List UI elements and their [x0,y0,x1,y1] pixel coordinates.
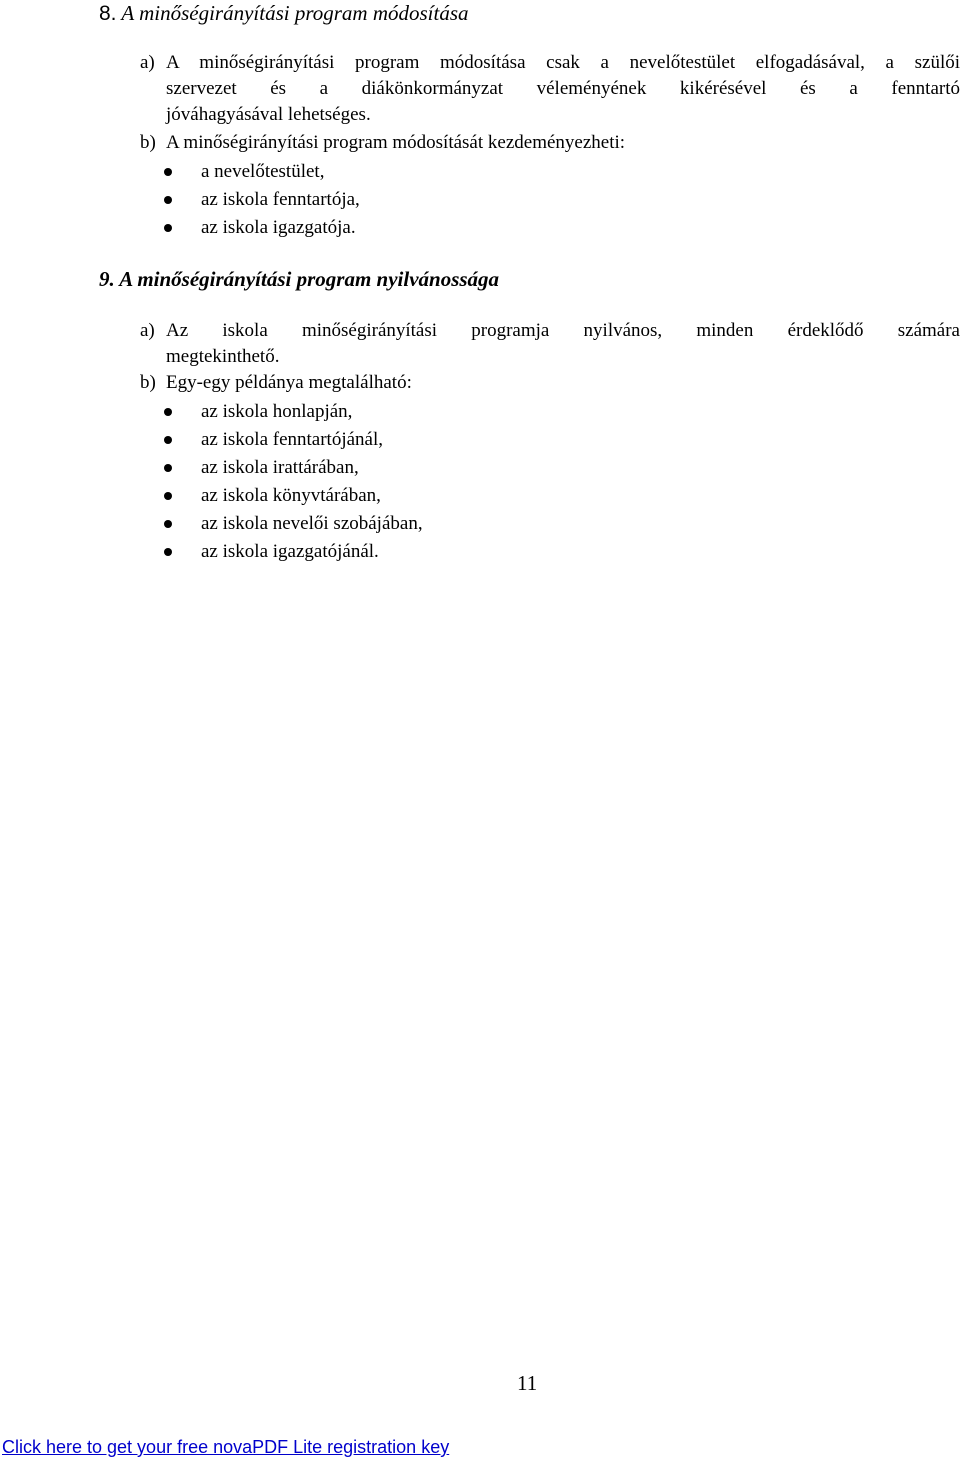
section-9-heading [99,266,499,292]
bullet-icon [164,464,172,472]
list-item [160,214,360,242]
item-body [166,50,960,128]
text-line: A minőségirányítási program módosítása csak a nevelőtestület elfogadásával, a szülői [166,52,960,73]
list-item-text: az iskola igazgatója. [201,217,356,238]
item-body [166,130,960,156]
list-item [160,454,423,482]
list-item [160,510,423,538]
bullet-icon [164,436,172,444]
list-item-text: az iskola igazgatójánál. [201,541,379,562]
registration-link[interactable]: Click here to get your free novaPDF Lite registration key [2,1437,450,1457]
list-item [160,426,423,454]
list-item-text: az iskola fenntartója, [201,189,360,210]
section-8-heading [99,0,469,27]
section-8-title: A minőségirányítási program módosítása [121,1,469,25]
bullet-icon [164,224,172,232]
section-9-bullet-list [160,398,423,566]
item-label: b) [140,132,156,153]
section-8-item-a [140,50,960,128]
section-9-title: A minőségirányítási program nyilvánossága [119,267,500,291]
text-line: jóváhagyásával lehetséges. [166,104,371,125]
list-item [160,398,423,426]
section-9-number: 9. [99,267,115,291]
list-item-text: a nevelőtestület, [201,161,325,182]
text-line: Az iskola minőségirányítási programja nyilvános, minden érdeklődő számára [166,320,960,341]
page-number: 11 [517,1371,538,1395]
item-body [166,370,960,396]
list-item-text: az iskola honlapján, [201,401,353,422]
list-item-text: az iskola fenntartójánál, [201,429,384,450]
bullet-icon [164,196,172,204]
list-item [160,158,360,186]
item-body [166,318,960,370]
text-line: megtekinthető. [166,346,280,367]
text-line: szervezet és a diákönkormányzat véleményének kikérésével és a fenntartó [166,78,960,99]
section-8-number: 8. [99,2,117,25]
item-label: a) [140,52,155,73]
bullet-icon [164,548,172,556]
section-9-item-b [140,370,960,396]
section-8-item-b [140,130,960,156]
section-8-bullet-list [160,158,360,242]
text-line: A minőségirányítási program módosítását kezdeményezheti: [166,132,626,153]
section-9-item-a [140,318,960,370]
list-item [160,186,360,214]
list-item-text: az iskola könyvtárában, [201,485,381,506]
bullet-icon [164,492,172,500]
text-line: Egy-egy példánya megtalálható: [166,372,412,393]
list-item [160,538,423,566]
list-item-text: az iskola nevelői szobájában, [201,513,423,534]
bullet-icon [164,408,172,416]
list-item [160,482,423,510]
item-label: a) [140,320,155,341]
list-item-text: az iskola irattárában, [201,457,359,478]
item-label: b) [140,372,156,393]
bullet-icon [164,168,172,176]
bullet-icon [164,520,172,528]
